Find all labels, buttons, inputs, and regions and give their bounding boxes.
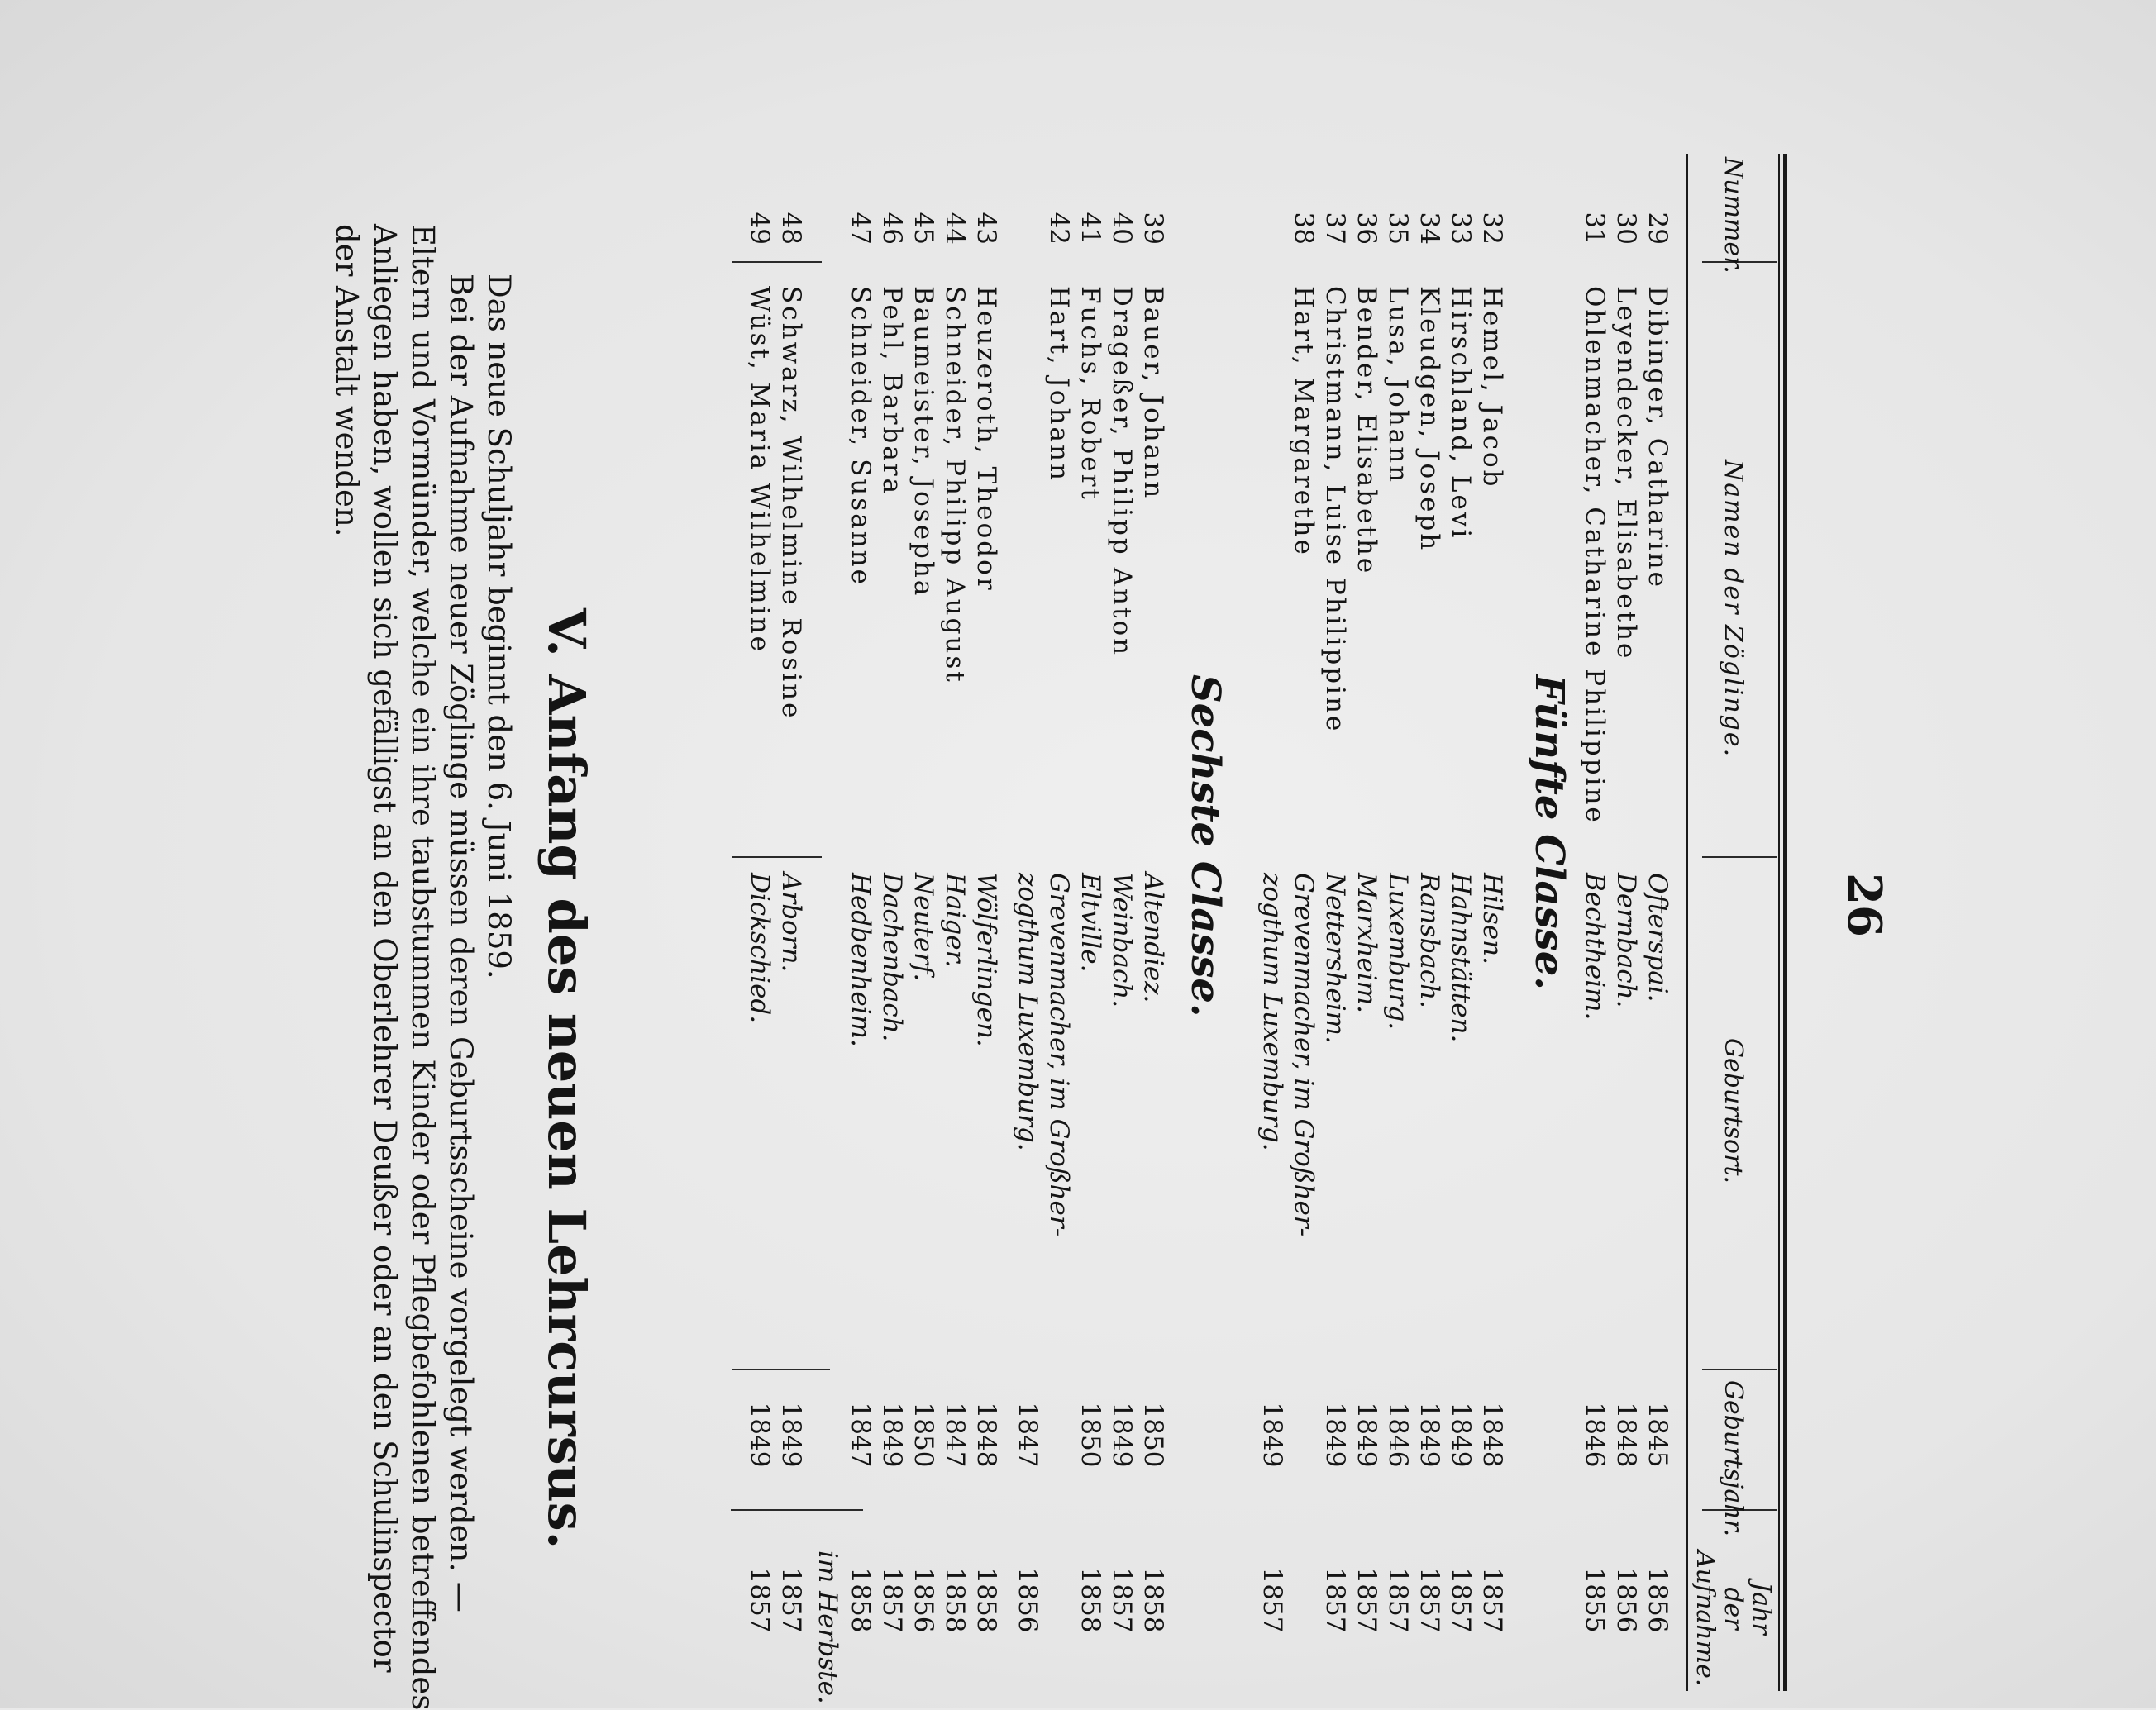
pupil-name: Baumeister, Josepha <box>909 286 938 598</box>
pupil-name: Bender, Elisabethe <box>1352 286 1381 576</box>
admission-year: 1858 <box>940 1567 970 1633</box>
table-row <box>939 145 971 1699</box>
birthplace: Hahnstätten. <box>1446 873 1476 1043</box>
admission-year: 1855 <box>1580 1567 1610 1633</box>
table-row <box>908 145 939 1699</box>
row-number: 34 <box>1414 212 1444 245</box>
birth-year: 1850 <box>909 1402 938 1468</box>
table-row <box>1319 145 1351 1699</box>
birth-year: 1849 <box>1414 1402 1444 1468</box>
table-row <box>775 145 807 1699</box>
birthplace: Weinbach. <box>1107 873 1137 1008</box>
birth-year: 1849 <box>1320 1402 1350 1468</box>
birth-year: 1847 <box>1013 1402 1042 1468</box>
birthplace: Dernbach. <box>1611 873 1641 1008</box>
table-row <box>845 145 876 1699</box>
birth-year: 1849 <box>1257 1402 1287 1468</box>
admission-year: 1856 <box>909 1567 938 1633</box>
header-birthplace: Geburtsort. <box>1719 1038 1748 1184</box>
admission-year: 1857 <box>1352 1567 1381 1633</box>
birth-year: 1849 <box>776 1402 806 1468</box>
row-number: 38 <box>1289 212 1319 245</box>
birthplace: Ofterspai. <box>1643 873 1672 1003</box>
pupil-name: Kleudgen, Joseph <box>1414 286 1444 553</box>
table-row <box>1288 145 1319 1699</box>
paragraph-line-2: Bei der Aufnahme neuer Zöglinge müssen deren Geburtsscheine vorgelegt werden. — <box>443 274 479 1612</box>
paragraph-line-3: Eltern und Vormünder, welche ein ihre taubstummen Kinder oder Pflegbefohlenen betreffendes <box>405 224 441 1710</box>
pupil-name: Drageßer, Philipp Anton <box>1107 286 1137 658</box>
row-number: 49 <box>745 212 775 245</box>
birthplace: Grevenmacher, im Großher- <box>1044 873 1074 1237</box>
row-number: 35 <box>1383 212 1413 245</box>
birth-year: 1850 <box>1138 1402 1168 1468</box>
top-rule-thin <box>1778 154 1780 1691</box>
pupil-name: Dibinger, Catharine <box>1643 286 1672 589</box>
birthplace: Luxemburg. <box>1383 873 1413 1031</box>
birth-year: 1848 <box>1611 1402 1641 1468</box>
col-sep-footer-1 <box>732 261 822 263</box>
pupil-name: Hart, Margarethe <box>1289 286 1319 557</box>
table-row <box>1579 145 1610 1699</box>
pupil-name: Fuchs, Robert <box>1076 286 1105 502</box>
header-birthyear: Geburtsjahr. <box>1719 1380 1748 1537</box>
row-number: 41 <box>1076 212 1105 245</box>
birth-year: 1847 <box>846 1402 875 1468</box>
table-row <box>1075 145 1106 1699</box>
pupil-name: Pehl, Barbara <box>877 286 907 497</box>
row-number: 39 <box>1138 212 1168 245</box>
section-heading-sixth-class: Sechste Classe. <box>1182 674 1228 1017</box>
admission-year: 1858 <box>1076 1567 1105 1633</box>
pupil-name: Wüst, Maria Wilhelmine <box>745 286 775 654</box>
col-sep-footer-3 <box>732 1369 830 1370</box>
row-number: 48 <box>776 212 806 245</box>
birth-year: 1848 <box>971 1402 1001 1468</box>
col-sep-3 <box>1702 1369 1777 1370</box>
table-row <box>744 145 775 1699</box>
admission-year: 1856 <box>1013 1567 1042 1633</box>
header-bottom-rule <box>1686 154 1688 1691</box>
birthplace: Nettersheim. <box>1320 873 1350 1044</box>
birthplace: Grevenmacher, im Großher- <box>1289 873 1319 1237</box>
table-row <box>1382 145 1414 1699</box>
pupil-name: Schneider, Philipp August <box>940 286 970 684</box>
table-row <box>1106 145 1138 1699</box>
birthplace: Hilsen. <box>1477 873 1507 965</box>
pupil-name: Hirschland, Levi <box>1446 286 1476 541</box>
paragraph-line-4: Anliegen haben, wollen sich gefälligst an den Oberlehrer Deußer oder an den Schulinspector <box>367 224 403 1673</box>
admission-year: 1857 <box>1383 1567 1413 1633</box>
pupil-name: Leyendecker, Elisabethe <box>1611 286 1641 661</box>
pupil-name: Lusa, Johann <box>1383 286 1413 485</box>
admission-year: 1857 <box>745 1567 775 1633</box>
row-number: 44 <box>940 212 970 245</box>
admission-year: 1857 <box>1477 1567 1507 1633</box>
row-number: 47 <box>846 212 875 245</box>
admission-year: 1857 <box>1107 1567 1137 1633</box>
row-number: 45 <box>909 212 938 245</box>
birthplace: Bechtheim. <box>1580 873 1610 1021</box>
admission-year: 1858 <box>971 1567 1001 1633</box>
pupil-name: Hemel, Jacob <box>1477 286 1507 489</box>
admission-year: 1857 <box>776 1567 806 1633</box>
birth-year: 1846 <box>1383 1402 1413 1468</box>
table-row <box>876 145 908 1699</box>
row-number: 40 <box>1107 212 1137 245</box>
row-number: 42 <box>1044 212 1074 245</box>
birth-year: 1849 <box>1352 1402 1381 1468</box>
paragraph-line-5: der Anstalt wenden. <box>329 224 365 537</box>
admission-year: 1857 <box>1414 1567 1444 1633</box>
birthplace: zogthum Luxemburg. <box>1013 873 1042 1151</box>
birth-year: 1845 <box>1643 1402 1672 1468</box>
pupil-name: Schneider, Susanne <box>846 286 875 587</box>
birthplace: Hedbenheim. <box>846 873 875 1047</box>
admission-year: 1857 <box>1257 1567 1287 1633</box>
birthplace: zogthum Luxemburg. <box>1257 873 1287 1151</box>
birthplace: Eltville. <box>1076 873 1105 973</box>
row-number: 36 <box>1352 212 1381 245</box>
row-number: 31 <box>1580 212 1610 245</box>
row-number: 46 <box>877 212 907 245</box>
table-row <box>971 145 1002 1699</box>
birth-year: 1849 <box>877 1402 907 1468</box>
row-number: 37 <box>1320 212 1350 245</box>
pupil-name: Ohlenmacher, Catharine Philippine <box>1580 286 1610 825</box>
birthplace: Altendiez. <box>1138 873 1168 1003</box>
section-heading-fifth-class: Fünfte Classe. <box>1526 674 1572 990</box>
birthplace: Dickschied. <box>745 873 775 1024</box>
birth-year: 1848 <box>1477 1402 1507 1468</box>
birthplace: Wölferlingen. <box>971 873 1001 1047</box>
header-admission-2: der <box>1719 1587 1748 1630</box>
table-row <box>1012 145 1043 1699</box>
pupil-name: Christmann, Luise Philippine <box>1320 286 1350 734</box>
table-row <box>1138 145 1169 1699</box>
header-number: Nummer. <box>1719 157 1748 274</box>
table-row <box>1642 145 1673 1699</box>
row-number: 30 <box>1611 212 1641 245</box>
table-row <box>1610 145 1642 1699</box>
birthplace: Arborn. <box>776 873 806 973</box>
table-row <box>1414 145 1445 1699</box>
top-rule-thick <box>1783 154 1787 1691</box>
pupil-name: Schwarz, Wilhelmine Rosine <box>776 286 806 721</box>
admission-year: 1857 <box>877 1567 907 1633</box>
table-row <box>1351 145 1382 1699</box>
admission-year: 1857 <box>1320 1567 1350 1633</box>
page-number: 26 <box>1837 873 1891 937</box>
birth-year: 1849 <box>745 1402 775 1468</box>
header-admission-1: Jahr <box>1747 1582 1776 1635</box>
table-row <box>1257 145 1288 1699</box>
birthplace: Dachenbach. <box>877 873 907 1042</box>
birthplace: Marxheim. <box>1352 873 1381 1014</box>
admission-year: 1857 <box>1446 1567 1476 1633</box>
birth-year: 1846 <box>1580 1402 1610 1468</box>
admission-year: 1858 <box>846 1567 875 1633</box>
header-admission-3: Aufnahme. <box>1691 1550 1720 1687</box>
row-number: 43 <box>971 212 1001 245</box>
birthplace: Neuterf. <box>909 873 938 982</box>
row-number: 33 <box>1446 212 1476 245</box>
table-row <box>1043 145 1075 1699</box>
col-sep-2 <box>1702 856 1777 858</box>
admission-year: 1856 <box>1611 1567 1641 1633</box>
admission-note: im Herbste. <box>813 1550 842 1704</box>
pupil-name: Heuzeroth, Theodor <box>971 286 1001 593</box>
paragraph-line-1: Das neue Schuljahr beginnt den 6. Juni 1859. <box>481 274 517 979</box>
table-row <box>1445 145 1476 1699</box>
section-v-heading: V. Anfang des neuen Lehrcursus. <box>537 608 597 1550</box>
birthplace: Ransbach. <box>1414 873 1444 1008</box>
col-sep-footer-4 <box>731 1509 863 1511</box>
row-number: 32 <box>1477 212 1507 245</box>
printed-page <box>160 145 1896 1710</box>
birth-year: 1849 <box>1107 1402 1137 1468</box>
birth-year: 1850 <box>1076 1402 1105 1468</box>
row-number: 29 <box>1643 212 1672 245</box>
birthplace: Haiger. <box>940 873 970 968</box>
pupil-name: Hart, Johann <box>1044 286 1074 483</box>
birth-year: 1847 <box>940 1402 970 1468</box>
admission-year: 1858 <box>1138 1567 1168 1633</box>
pupil-name: Bauer, Johann <box>1138 286 1168 501</box>
header-name: Namen der Zöglinge. <box>1719 460 1748 759</box>
birth-year: 1849 <box>1446 1402 1476 1468</box>
table-row <box>1476 145 1508 1699</box>
col-sep-footer-2 <box>732 856 822 858</box>
admission-year: 1856 <box>1643 1567 1672 1633</box>
